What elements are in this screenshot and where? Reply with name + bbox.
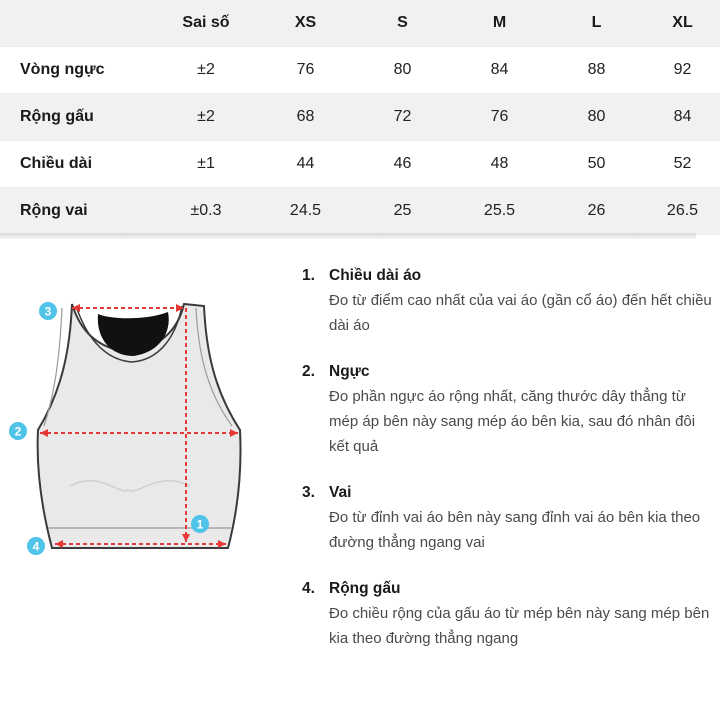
step-description: Đo từ đỉnh vai áo bên này sang đỉnh vai áo bên kia theo đường thẳng ngang vai bbox=[329, 509, 701, 551]
marker-number: 1 bbox=[196, 517, 204, 532]
row-label: Rộng gấu bbox=[20, 108, 94, 125]
size-table bbox=[0, 0, 720, 235]
marker-badge-1 bbox=[191, 515, 209, 533]
step-description: Đo phần ngực áo rộng nhất, căng thước dây thẳng từ mép áp bên này sang mép áo bên kia, sau đó nhân đôi kết quả bbox=[329, 388, 696, 455]
header-empty bbox=[0, 0, 155, 47]
marker-badge-2 bbox=[9, 422, 27, 440]
marker-number: 2 bbox=[14, 424, 22, 439]
tolerance-cell: ±2 bbox=[197, 61, 215, 78]
measurement-instructions bbox=[302, 264, 717, 673]
instruction-step bbox=[302, 360, 717, 459]
value-cell: 46 bbox=[393, 155, 412, 172]
tolerance-cell: ±1 bbox=[197, 155, 215, 172]
step-title: Rộng gấu bbox=[329, 580, 401, 597]
marker-badge-4 bbox=[27, 537, 45, 555]
header-s: S bbox=[397, 14, 408, 31]
value-cell: 25 bbox=[393, 202, 412, 219]
table-row bbox=[0, 141, 720, 188]
step-title: Vai bbox=[329, 484, 352, 501]
header-xs: XS bbox=[294, 14, 317, 31]
header-m: M bbox=[492, 14, 507, 31]
instruction-step bbox=[302, 264, 717, 338]
marker-number: 3 bbox=[44, 304, 52, 319]
value-cell: 80 bbox=[393, 61, 412, 78]
marker-number: 4 bbox=[32, 539, 40, 554]
step-title: Chiều dài áo bbox=[329, 267, 422, 284]
value-cell: 52 bbox=[673, 155, 692, 172]
value-cell: 84 bbox=[490, 61, 509, 78]
step-heading bbox=[302, 360, 717, 384]
value-cell: 25.5 bbox=[483, 202, 516, 219]
table-row bbox=[0, 47, 720, 94]
table-row bbox=[0, 94, 720, 141]
table-bottom-shadow bbox=[0, 233, 696, 239]
tolerance-cell: ±2 bbox=[197, 108, 215, 125]
value-cell: 26.5 bbox=[666, 202, 699, 219]
value-cell: 76 bbox=[490, 108, 509, 125]
instruction-step bbox=[302, 481, 717, 555]
value-cell: 68 bbox=[296, 108, 315, 125]
step-description: Đo từ điểm cao nhất của vai áo (gần cổ áo) đến hết chiều dài áo bbox=[329, 292, 712, 334]
table-row bbox=[0, 188, 720, 235]
step-title: Ngực bbox=[329, 363, 370, 380]
value-cell: 48 bbox=[490, 155, 509, 172]
header-l: L bbox=[591, 14, 602, 31]
value-cell: 50 bbox=[587, 155, 606, 172]
crop-top-diagram bbox=[0, 290, 260, 570]
marker-badge-3 bbox=[39, 302, 57, 320]
tolerance-cell: ±0.3 bbox=[190, 202, 222, 219]
header-tolerance: Sai số bbox=[182, 14, 230, 31]
header-xl: XL bbox=[672, 14, 693, 31]
step-number: 3. bbox=[302, 484, 315, 501]
step-heading bbox=[302, 481, 717, 505]
value-cell: 44 bbox=[296, 155, 315, 172]
step-number: 2. bbox=[302, 363, 315, 380]
step-heading bbox=[302, 264, 717, 288]
step-number: 4. bbox=[302, 580, 315, 597]
row-label: Chiều dài bbox=[20, 155, 93, 172]
value-cell: 80 bbox=[587, 108, 606, 125]
value-cell: 72 bbox=[393, 108, 412, 125]
step-description: Đo chiều rộng của gấu áo từ mép bên này sang mép bên kia theo đường thẳng ngang bbox=[329, 605, 710, 647]
value-cell: 26 bbox=[587, 202, 606, 219]
value-cell: 92 bbox=[673, 61, 692, 78]
instruction-step bbox=[302, 577, 717, 651]
table-header-row bbox=[0, 0, 720, 47]
step-heading bbox=[302, 577, 717, 601]
row-label: Rộng vai bbox=[20, 202, 88, 219]
value-cell: 24.5 bbox=[289, 202, 322, 219]
row-label: Vòng ngực bbox=[20, 61, 105, 78]
value-cell: 76 bbox=[296, 61, 315, 78]
value-cell: 84 bbox=[673, 108, 692, 125]
step-number: 1. bbox=[302, 267, 315, 284]
value-cell: 88 bbox=[587, 61, 606, 78]
